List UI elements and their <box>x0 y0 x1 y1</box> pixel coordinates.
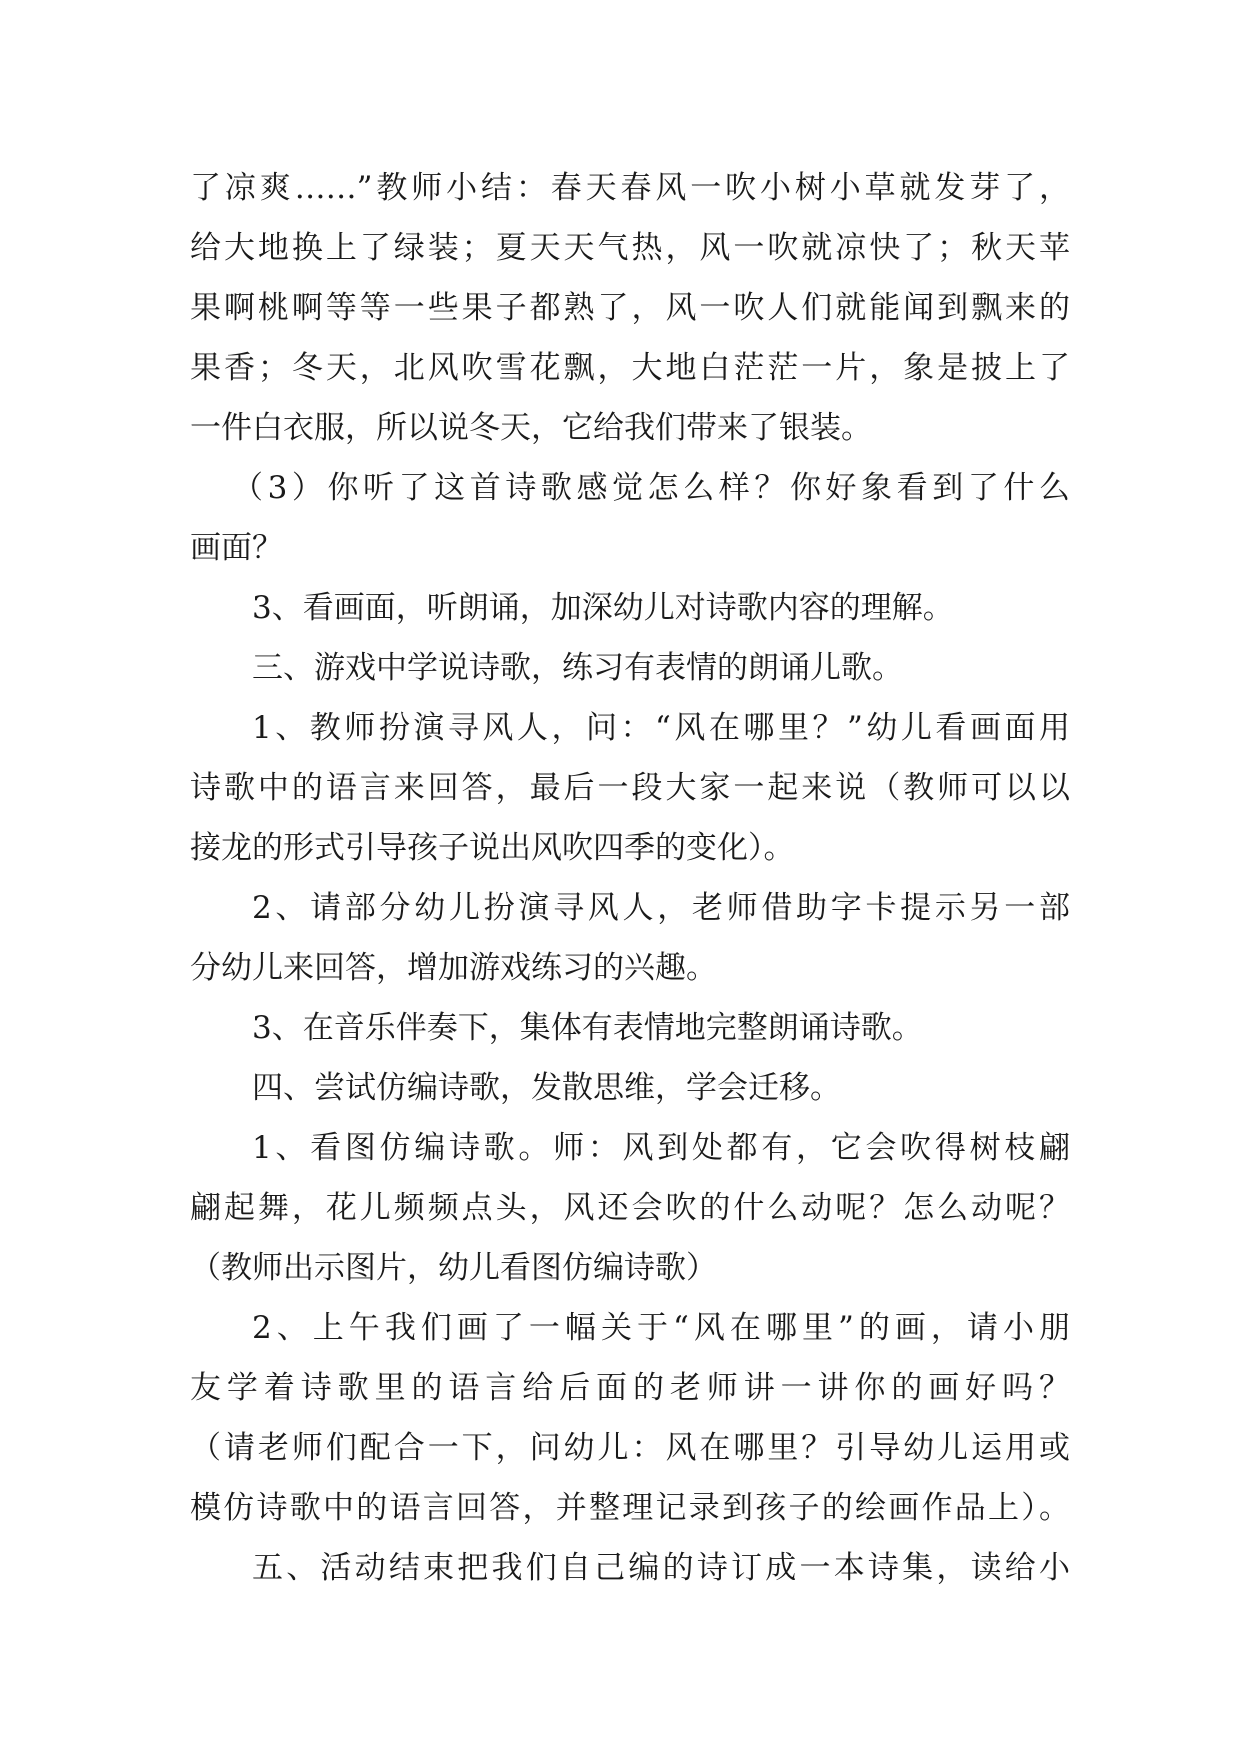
text-line: 模仿诗歌中的语言回答，并整理记录到孩子的绘画作品上）。 <box>190 1490 1070 1526</box>
text-line: 3、看画面，听朗诵，加深幼儿对诗歌内容的理解。 <box>252 590 954 626</box>
text-line: 翩起舞，花儿频频点头，风还会吹的什么动呢？怎么动呢？ <box>190 1190 1070 1226</box>
text-line: 接龙的形式引导孩子说出风吹四季的变化）。 <box>190 830 795 866</box>
text-line: 2、上午我们画了一幅关于“风在哪里”的画，请小朋 <box>252 1310 1070 1346</box>
text-line: 果香；冬天，北风吹雪花飘，大地白茫茫一片，象是披上了 <box>190 350 1070 386</box>
text-line: （请老师们配合一下，问幼儿：风在哪里？引导幼儿运用或 <box>190 1430 1070 1466</box>
text-line: 2、请部分幼儿扮演寻风人，老师借助字卡提示另一部 <box>252 890 1070 926</box>
text-line: 三、游戏中学说诗歌，练习有表情的朗诵儿歌。 <box>252 650 903 686</box>
text-line: 果啊桃啊等等一些果子都熟了，风一吹人们就能闻到飘来的 <box>190 290 1070 326</box>
text-line: 画面？ <box>190 530 283 566</box>
text-line: 诗歌中的语言来回答，最后一段大家一起来说（教师可以以 <box>190 770 1070 806</box>
text-line: 分幼儿来回答，增加游戏练习的兴趣。 <box>190 950 717 986</box>
text-line: 了凉爽……”教师小结：春天春风一吹小树小草就发芽了， <box>190 170 1070 206</box>
text-line: 3、在音乐伴奏下，集体有表情地完整朗诵诗歌。 <box>252 1010 923 1046</box>
text-line: 1、教师扮演寻风人，问：“风在哪里？”幼儿看画面用 <box>252 710 1070 746</box>
text-line: 五、活动结束把我们自己编的诗订成一本诗集，读给小 <box>252 1550 1070 1586</box>
text-line: （3）你听了这首诗歌感觉怎么样？你好象看到了什么 <box>232 470 1070 506</box>
text-line: （教师出示图片，幼儿看图仿编诗歌） <box>190 1250 717 1286</box>
text-line: 一件白衣服，所以说冬天，它给我们带来了银装。 <box>190 410 872 446</box>
text-line: 1、看图仿编诗歌。师：风到处都有，它会吹得树枝翩 <box>252 1130 1070 1166</box>
text-line: 四、尝试仿编诗歌，发散思维，学会迁移。 <box>252 1070 841 1106</box>
text-line: 友学着诗歌里的语言给后面的老师讲一讲你的画好吗？ <box>190 1370 1070 1406</box>
text-line: 给大地换上了绿装；夏天天气热，风一吹就凉快了；秋天苹 <box>190 230 1070 266</box>
